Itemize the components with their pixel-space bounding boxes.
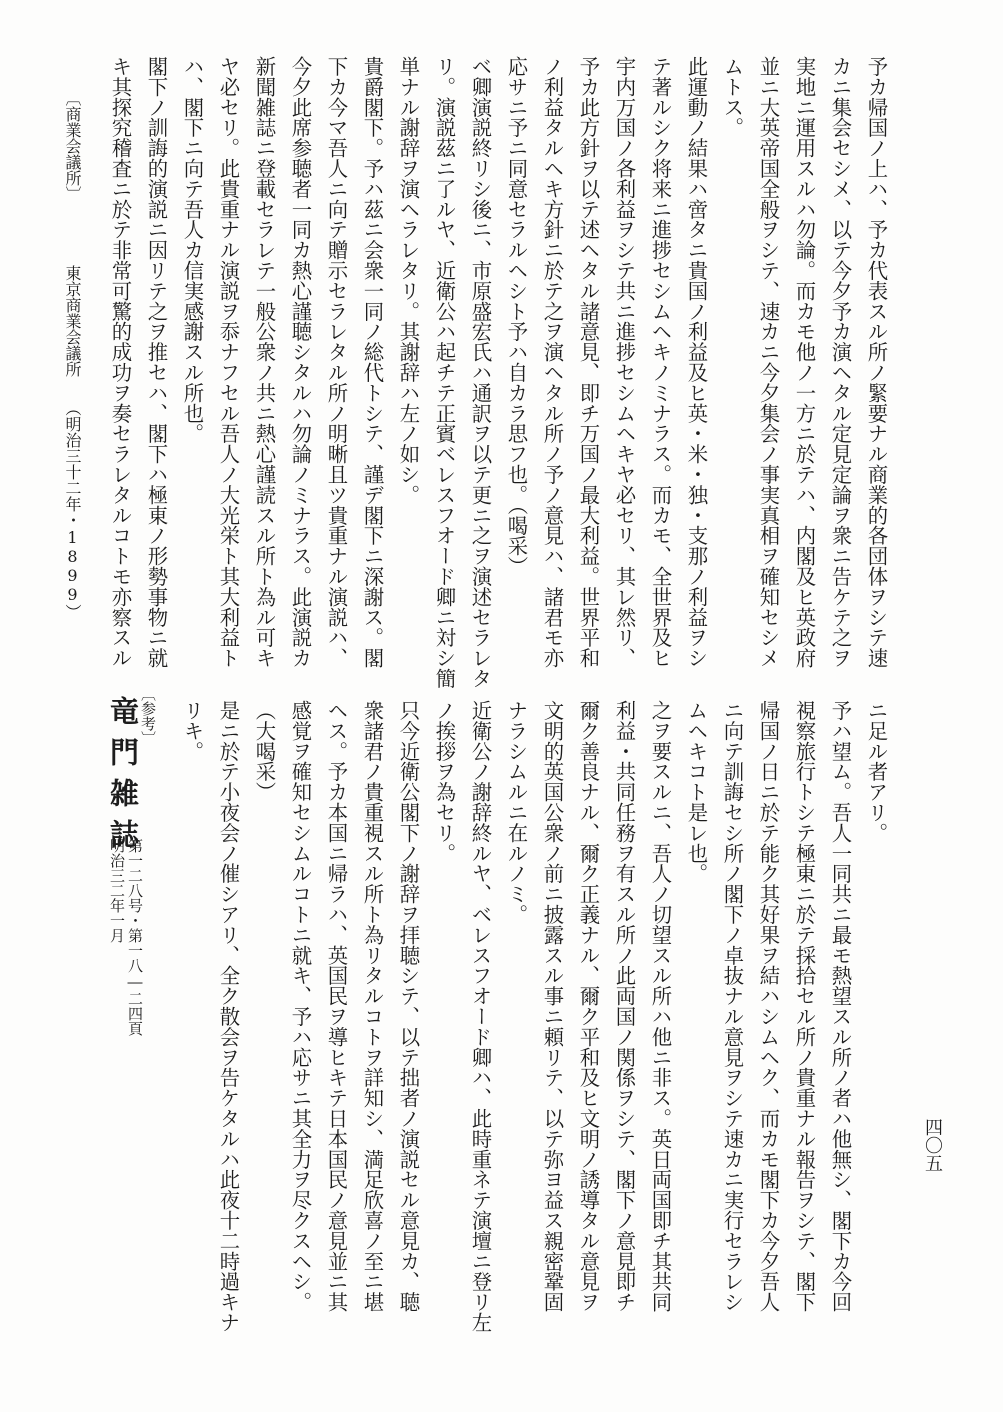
text-column: 帰国ノ日ニ於テ能ク其好果ヲ結ハシムヘク、而カモ閣下カ今夕吾人 xyxy=(756,700,781,1312)
text-column: ムヘキコト是レ也。 xyxy=(684,700,709,884)
text-column: 只今近衛公閣下ノ謝辞ヲ拝聴シテ、以テ拙者ノ演説セル意見カ、聴 xyxy=(396,700,421,1312)
text-column: 近衛公ノ謝辞終ルヤ、ベレスフオード卿ハ、此時重ネテ演壇ニ登リ左 xyxy=(468,700,493,1333)
text-column: （大喝采） xyxy=(252,700,277,802)
text-column: ハ、閣下ニ向テ吾人カ信実感謝スル所也。 xyxy=(180,56,205,444)
source-name: 東京商業会議所 xyxy=(63,265,82,377)
text-column: 予カ帰国ノ上ハ、予カ代表スル所ノ緊要ナル商業的各団体ヲシテ速 xyxy=(864,56,889,668)
text-column: 応サニ予ニ同意セラルヘシト予ハ自カラ思フ也。（喝采） xyxy=(504,56,529,577)
text-column: 新聞雑誌ニ登載セラレテ一般公衆ノ共ニ熱心謹読スル所ト為ル可キ xyxy=(252,56,277,668)
source-org: 〔商業会議所〕 xyxy=(63,90,82,202)
text-column: ヤ必セリ。此貴重ナル演説ヲ忝ナフセル吾人ノ大光栄ト其大利益ト xyxy=(216,56,241,668)
text-column: 貴爵閣下。予ハ茲ニ会衆一同ノ総代トシテ、謹デ閣下ニ深謝ス。閣 xyxy=(360,56,385,668)
text-column: カニ集会セシメ、以テ今夕予カ演ヘタル定見定論ヲ衆ニ告ケテ之ヲ xyxy=(828,56,853,668)
text-column: ニ向テ訓誨セシ所ノ閣下ノ卓抜ナル意見ヲシテ速カニ実行セラレシ xyxy=(720,700,745,1312)
reference-date: 明治三二年一月 xyxy=(108,838,126,943)
text-column: 閣下ノ訓誨的演説ニ因リテ之ヲ推セハ、閣下ハ極東ノ形勢事物ニ就 xyxy=(144,56,169,668)
text-column: ノ利益タルヘキ方針ニ於テ之ヲ演ヘタル所ノ予ノ意見ハ、諸君モ亦 xyxy=(540,56,565,668)
text-column: 文明的英国公衆ノ前ニ披露スル事ニ頼リテ、以テ弥ヨ益ス親密鞏固 xyxy=(540,700,565,1312)
text-column: 予ハ望ム。吾人一同共ニ最モ熱望スル所ノ者ハ他無シ、閣下カ今回 xyxy=(828,700,853,1312)
text-column: 感覚ヲ確知セシムルコトニ就キ、予ハ応サニ其全力ヲ尽クスヘシ。 xyxy=(288,700,313,1312)
text-column: リ。演説茲ニ了ルヤ、近衛公ハ起チテ正賓ベレスフオード卿ニ対シ簡 xyxy=(432,56,457,689)
text-column: ノ挨拶ヲ為セリ。 xyxy=(432,700,457,864)
text-column: 之ヲ要スルニ、吾人ノ切望スル所ハ他ニ非ス。英日両国即チ其共同 xyxy=(648,700,673,1312)
text-column: リキ。 xyxy=(180,700,205,762)
text-column: 並ニ大英帝国全般ヲシテ、速カニ今夕集会ノ事実真相ヲ確知セシメ xyxy=(756,56,781,668)
text-column: ナラシムルニ在ルノミ。 xyxy=(504,700,529,925)
text-column: 利益・共同任務ヲ有スル所ノ此両国ノ関係ヲシテ、閣下ノ意見即チ xyxy=(612,700,637,1312)
page-number: 四〇五 xyxy=(922,1118,943,1172)
text-column: ムトス。 xyxy=(720,56,745,138)
reference-title: 竜門雑誌 xyxy=(106,696,140,860)
text-column: テ著ルシク将来ニ進捗セシムヘキノミナラス。而カモ、全世界及ヒ xyxy=(648,56,673,668)
text-column: 視察旅行トシテ極東ニ於テ採拾セル所ノ貴重ナル報告ヲシテ、閣下 xyxy=(792,700,817,1312)
text-column: 予カ此方針ヲ以テ述ヘタル諸意見、即チ万国ノ最大利益。世界平和 xyxy=(576,56,601,668)
text-column: キ其探究稽査ニ於テ非常可驚的成功ヲ奏セラレタルコトモ亦察スル xyxy=(108,56,133,668)
text-column: 今夕此席参聴者一同カ熱心謹聴シタルハ勿論ノミナラス。此演説カ xyxy=(288,56,313,668)
reference-label: 〔参考〕 xyxy=(139,686,157,746)
text-column: 爾ク善良ナル、爾ク正義ナル、爾ク平和及ヒ文明ノ誘導タル意見ヲ xyxy=(576,700,601,1312)
text-column: 衆諸君ノ貴重視スル所ト為リタルコトヲ詳知シ、満足欣喜ノ至ニ堪 xyxy=(360,700,385,1312)
reference-issue: 第一二八号・第一八―二四頁 xyxy=(126,838,144,1036)
text-column: 実地ニ運用スルハ勿論。而カモ他ノ一方ニ於テハ、内閣及ヒ英政府 xyxy=(792,56,817,668)
text-column: 単ナル謝辞ヲ演ヘラレタリ。其謝辞ハ左ノ如シ。 xyxy=(396,56,421,505)
text-column: ベ卿演説終リシ後ニ、市原盛宏氏ハ通訳ヲ以テ更ニ之ヲ演述セラレタ xyxy=(468,56,493,689)
text-column: 宇内万国ノ各利益ヲシテ共ニ進捗セシムヘキヤ必セリ、其レ然リ、 xyxy=(612,56,637,668)
text-column: ヘス。予カ本国ニ帰ラハ、英国民ヲ導ヒキテ日本国民ノ意見並ニ其 xyxy=(324,700,349,1312)
text-column: 此運動ノ結果ハ啻タニ貴国ノ利益及ヒ英・米・独・支那ノ利益ヲシ xyxy=(684,56,709,668)
text-column: 下カ今マ吾人ニ向テ贈示セラレタル所ノ明晰且ツ貴重ナル演説ハ、 xyxy=(324,56,349,668)
text-column: 是ニ於テ小夜会ノ催シアリ、全ク散会ヲ告ケタルハ此夜十二時過キナ xyxy=(216,700,241,1333)
text-column: ニ足ル者アリ。 xyxy=(864,700,889,843)
source-date: （明治三十二年・1899） xyxy=(63,400,82,620)
